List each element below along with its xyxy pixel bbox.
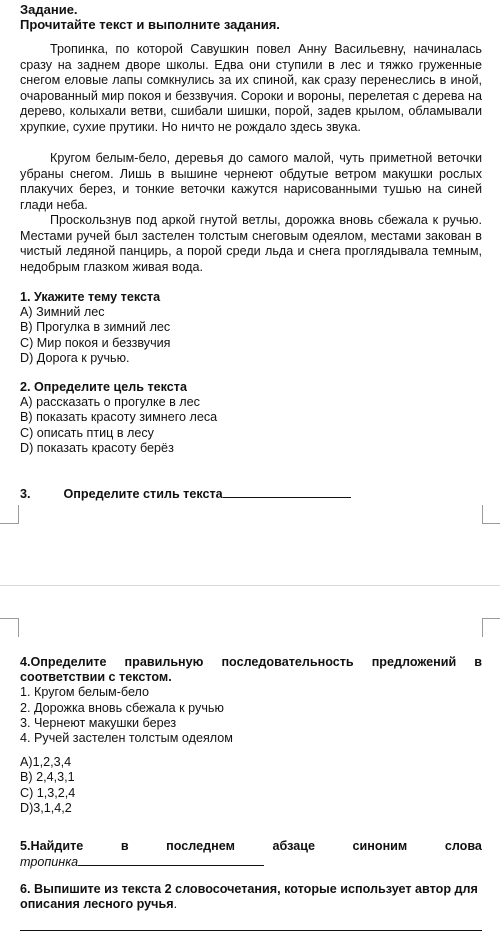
question-4-sentence-2: 2. Дорожка вновь сбежала к ручью [20,700,224,715]
text-paragraph-2: Кругом белым-бело, деревья до самого малой, чуть приметной веточки убраны снегом. Лишь в вышине чернеют обдутые ветром макушки рослых плакучих берез, и тонкие веточки кажутся нарисованными тушью на синей глади неба. [20,151,482,212]
question-2-option-c: C) описать птиц в лесу [20,425,154,440]
question-6-answer-line[interactable] [20,930,482,931]
page-corner-mark [0,505,19,524]
question-2-option-d: D) показать красоту берёз [20,440,174,455]
question-4-option-d: D)3,1,4,2 [20,800,72,815]
question-3-answer-line[interactable] [223,486,351,498]
question-5-title-word: в [120,839,129,853]
question-5-word: тропинка [20,855,79,870]
question-1-option-b: B) Прогулка в зимний лес [20,320,171,335]
question-5-title-word: слова [444,839,482,853]
question-1-option-a: A) Зимний лес [20,305,105,320]
text-paragraph-1: Тропинка, по которой Савушкин повел Анну Васильевну, начиналась сразу на заднем дворе школы. Едва они ступили в лес и тяжко груженные снегом еловые лапы сомкнулись за их спиной, как сразу перенеслись в иной, очарованный мир покоя и беззвучия. Сороки и вороны, перелетая с дерева на дерево, колыхали ветви, сшибали шишки, порой, задев крылом, обламывали хрупкие, сухие прутики. Но ничто не рождало здесь звука. [20,42,482,134]
text-paragraph-3: Проскользнув под аркой гнутой ветлы, дорожка вновь сбежала к ручью. Местами ручей был застелен толстым снеговым одеялом, местами закован в чистый ледяной панцирь, а порой среди льда и снега проглядывала темным, недобрым глазком живая вода. [20,213,482,274]
question-5 [20,839,482,870]
question-5-answer-line[interactable] [78,854,264,866]
page-corner-mark [482,618,500,637]
question-5-title-word: 5.Найдите [20,839,84,853]
question-4-title-word: в [474,655,482,669]
question-3-title: Определите стиль текста [63,487,223,501]
question-1-option-d: D) Дорога к ручью. [20,350,130,365]
page-corner-mark [0,618,19,637]
question-1-title: 1. Укажите тему текста [20,290,161,304]
question-4-title-word: 4.Определите [20,655,107,669]
question-2-option-a: A) рассказать о прогулке в лес [20,395,200,410]
question-5-title [20,839,482,854]
task-heading: Задание. [20,2,78,17]
question-3-number: 3. [20,487,31,501]
instruction-heading: Прочитайте текст и выполните задания. [20,17,280,32]
question-4-title-word: последовательность [221,655,354,669]
question-3 [20,486,482,502]
question-4-title [20,655,482,670]
question-6 [20,882,482,912]
question-5-title-word: последнем [166,839,235,853]
question-4-option-a: A)1,2,3,4 [20,755,72,770]
question-1 [20,290,482,366]
question-2-option-b: B) показать красоту зимнего леса [20,410,218,425]
question-4-option-c: C) 1,3,2,4 [20,785,76,800]
question-5-title-word: абзаце [272,839,315,853]
question-6-period: . [173,897,178,912]
question-4 [20,655,482,816]
question-4-sentence-4: 4. Ручей застелен толстым одеялом [20,731,233,746]
question-4-option-b: B) 2,4,3,1 [20,770,75,785]
question-4-sentence-3: 3. Чернеют макушки берез [20,715,177,730]
question-4-title-word: предложений [371,655,457,669]
page-corner-mark [482,505,500,524]
question-4-title-line-2: соответствии с текстом. [20,670,172,685]
question-1-option-c: C) Мир покоя и беззвучия [20,335,171,350]
question-4-title-word: правильную [124,655,204,669]
question-2 [20,380,482,456]
spacer [20,746,482,755]
question-5-title-word: синоним [352,839,408,853]
question-2-title: 2. Определите цель текста [20,380,187,394]
page-divider [0,585,500,586]
question-4-sentence-1: 1. Кругом белым-бело [20,685,150,700]
question-6-title: 6. Выпишите из текста 2 словосочетания, которые использует автор для описания лесного ручья [20,882,478,912]
